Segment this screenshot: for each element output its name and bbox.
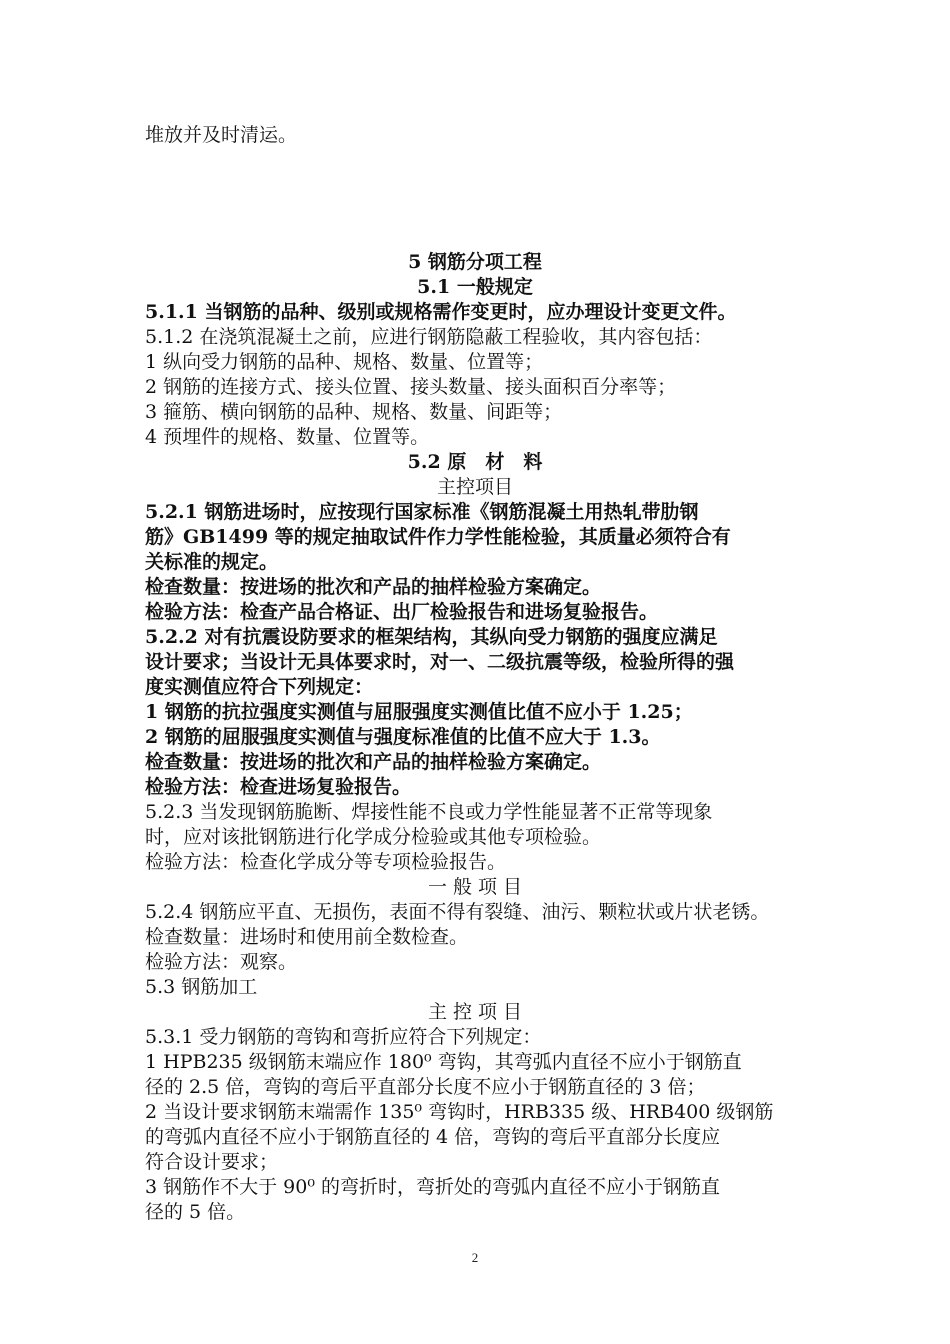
section-heading: 一 般 项 目 bbox=[427, 876, 523, 898]
body-line: 5.3.1 受力钢筋的弯钩和弯折应符合下列规定： bbox=[145, 1026, 542, 1048]
body-line: 检查数量：按进场的批次和产品的抽样检验方案确定。 bbox=[145, 751, 602, 773]
subsection-title: 5.3 钢筋加工 bbox=[145, 976, 258, 998]
body-line: 的弯弧内直径不应小于钢筋直径的 4 倍，弯钩的弯后平直部分长度应 bbox=[145, 1126, 721, 1148]
body-line: 度实测值应符合下列规定： bbox=[145, 676, 374, 698]
body-line: 5.1.2 在浇筑混凝土之前，应进行钢筋隐蔽工程验收，其内容包括： bbox=[145, 326, 713, 348]
body-line: 检验方法：检查产品合格证、出厂检验报告和进场复验报告。 bbox=[145, 601, 659, 623]
body-line: 检查数量：按进场的批次和产品的抽样检验方案确定。 bbox=[145, 576, 602, 598]
body-line: 1 钢筋的抗拉强度实测值与屈服强度实测值比值不应小于 1.25； bbox=[145, 701, 693, 723]
body-line: 设计要求；当设计无具体要求时，对一、二级抗震等级，检验所得的强 bbox=[145, 651, 735, 673]
body-line: 检查数量：进场时和使用前全数检查。 bbox=[145, 926, 469, 948]
body-line: 检验方法：检查化学成分等专项检验报告。 bbox=[145, 851, 507, 873]
body-line: 2 钢筋的屈服强度实测值与强度标准值的比值不应大于 1.3。 bbox=[145, 726, 661, 748]
body-line: 5.2.1 钢筋进场时，应按现行国家标准《钢筋混凝土用热轧带肋钢 bbox=[145, 501, 699, 523]
body-line: 径的 2.5 倍，弯钩的弯后平直部分长度不应小于钢筋直径的 3 倍； bbox=[145, 1076, 706, 1098]
body-line: 3 钢筋作不大于 90⁰ 的弯折时，弯折处的弯弧内直径不应小于钢筋直 bbox=[145, 1176, 721, 1198]
section-heading: 主 控 项 目 bbox=[427, 1001, 523, 1023]
body-line: 1 HPB235 级钢筋末端应作 180⁰ 弯钩，其弯弧内直径不应小于钢筋直 bbox=[145, 1051, 742, 1073]
body-line: 2 当设计要求钢筋末端需作 135⁰ 弯钩时，HRB335 级、HRB400 级钢筋 bbox=[145, 1101, 774, 1123]
body-line: 堆放并及时清运。 bbox=[145, 124, 298, 146]
section-heading: 主控项目 bbox=[436, 476, 513, 498]
body-line: 5.2.3 当发现钢筋脆断、焊接性能不良或力学性能显著不正常等现象 bbox=[145, 801, 713, 823]
body-line: 5.2.2 对有抗震设防要求的框架结构，其纵向受力钢筋的强度应满足 bbox=[145, 626, 718, 648]
body-line: 检验方法：检查进场复验报告。 bbox=[145, 776, 412, 798]
page-number: 2 bbox=[471, 1250, 479, 1265]
body-line: 5.2.4 钢筋应平直、无损伤，表面不得有裂缝、油污、颗粒状或片状老锈。 bbox=[145, 901, 770, 923]
subsection-title: 5.1 一般规定 bbox=[417, 276, 533, 298]
body-line: 筋》GB1499 等的规定抽取试件作力学性能检验，其质量必须符合有 bbox=[145, 526, 731, 548]
subsection-title: 5.2 原 材 料 bbox=[407, 451, 543, 473]
body-line: 1 纵向受力钢筋的品种、规格、数量、位置等； bbox=[145, 351, 544, 373]
body-line: 关标准的规定。 bbox=[145, 551, 279, 573]
body-line: 5.1.1 当钢筋的品种、级别或规格需作变更时，应办理设计变更文件。 bbox=[145, 301, 737, 323]
body-line: 时，应对该批钢筋进行化学成分检验或其他专项检验。 bbox=[145, 826, 602, 848]
body-line: 2 钢筋的连接方式、接头位置、接头数量、接头面积百分率等； bbox=[145, 376, 677, 398]
body-line: 检验方法：观察。 bbox=[145, 951, 298, 973]
body-line: 4 预埋件的规格、数量、位置等。 bbox=[145, 426, 430, 448]
body-line: 径的 5 倍。 bbox=[145, 1201, 246, 1223]
section-title: 5 钢筋分项工程 bbox=[408, 251, 542, 273]
body-line: 3 箍筋、横向钢筋的品种、规格、数量、间距等； bbox=[145, 401, 563, 423]
body-line: 符合设计要求； bbox=[145, 1151, 279, 1173]
